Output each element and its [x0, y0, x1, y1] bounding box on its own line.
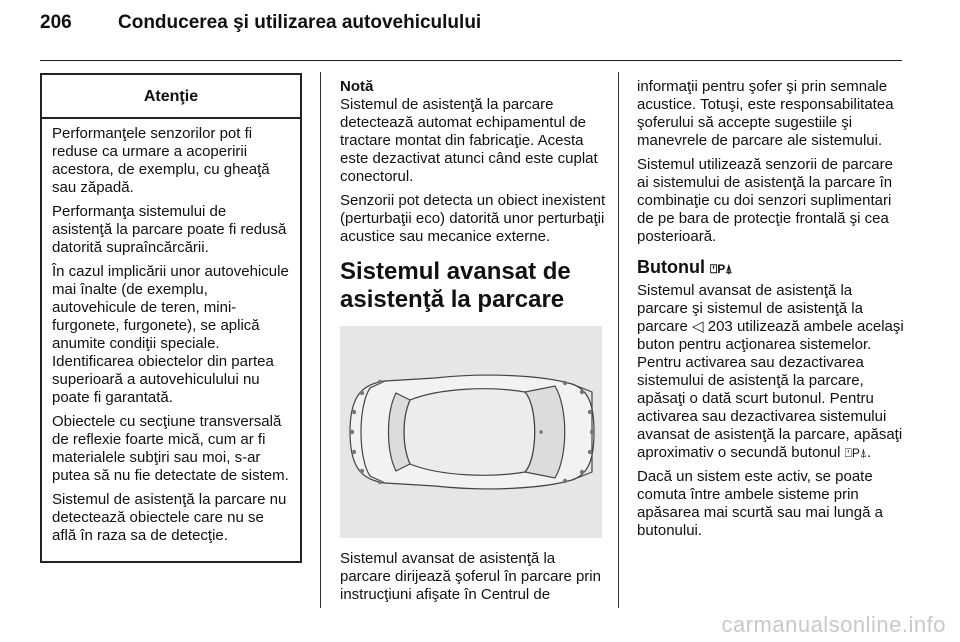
- right-column: [637, 78, 905, 546]
- chapter-title: Conducerea şi utilizarea autovehiculului: [118, 12, 482, 33]
- note-paragraph: Senzorii pot detecta un obiect inexistent (perturbaţii eco) datorită unor perturbaţii acustice sau mecanice externe.: [340, 192, 606, 245]
- warning-paragraph: Obiectele cu secţiune transversală de reflexie foarte mică, cum ar fi materialele subţiri sau moi, s-ar putea să nu fie detectate de sistem.: [52, 413, 289, 484]
- car-top-view-illustration: [340, 326, 602, 538]
- column-divider-1: [320, 72, 321, 608]
- button-text-end: .: [867, 444, 872, 461]
- warning-body: [42, 119, 300, 545]
- middle-column: [340, 78, 608, 610]
- car-sensor-figure: [340, 326, 602, 538]
- section-paragraph: Sistemul utilizează senzorii de parcare ai sistemului de asistenţă la parcare în combinaţie cu doi senzori suplimentari de pe bara de protecţie frontală şi cea posterioară.: [637, 156, 893, 245]
- page-number: 206: [40, 12, 72, 33]
- button-text-2: 203 utilizează ambele acelaşi buton pentru acţionarea sistemelor. Pentru activarea sau dezactivarea sistemului de asistenţă la parcare, apăsaţi o dată scurt butonul. Pentru activarea sau dezactivarea sistemului avansat de asistenţă la parcare, apăsaţi aproximativ o secundă butonul: [637, 318, 904, 461]
- parking-assist-button-icon: ⍞P⍋: [710, 262, 733, 276]
- watermark: carmanualsonline.info: [721, 612, 946, 637]
- warning-title: Atenţie: [42, 75, 300, 119]
- warning-paragraph: În cazul implicării unor autovehicule mai înalte (de exemplu, autovehicule de teren, mini-furgonete, furgonete), se aplică anumite condiţii speciale. Identificarea obiectelor din partea superioară a autovehiculului nu poate fi garantată.: [52, 263, 289, 406]
- column-divider-2: [618, 72, 619, 608]
- section-paragraph: Sistemul avansat de asistenţă la parcare dirijează şoferul în parcare prin instrucţiuni afişate în Centrul de: [340, 550, 601, 603]
- button-text-1: Sistemul avansat de asistenţă la parcare şi sistemul de asistenţă la parcare: [637, 282, 863, 335]
- parking-assist-button-icon: ⍞P⍋: [844, 446, 868, 460]
- button-heading-text: Butonul: [637, 257, 705, 277]
- warning-paragraph: Performanţa sistemului de asistenţă la parcare poate fi redusă datorită supraîncărcării.: [52, 203, 287, 256]
- button-heading: [637, 256, 905, 280]
- note-paragraph: Sistemul de asistenţă la parcare detectează automat echipamentul de tractare montat din fabricaţie. Acesta este dezactivat atunci când este cuplat conectorul.: [340, 96, 598, 185]
- warning-box: [40, 73, 302, 563]
- page-header: [40, 12, 481, 34]
- warning-paragraph: Sistemul de asistenţă la parcare nu detectează obiectele care nu se află în raza sa de detecţie.: [52, 491, 287, 544]
- button-paragraph: [637, 282, 905, 462]
- warning-paragraph: Performanţele senzorilor pot fi reduse ca urmare a acoperirii acestora, de exemplu, cu gheaţă sau zăpadă.: [52, 125, 270, 196]
- header-rule: [40, 60, 902, 61]
- section-paragraph-continued: informaţii pentru şofer şi prin semnale acustice. Totuşi, este responsabilitatea şoferului să accepte sugestiile şi manevrele de parcare ale sistemului.: [637, 78, 894, 149]
- section-heading: Sistemul avansat de asistenţă la parcare: [340, 258, 571, 313]
- page-reference-arrow-icon: ◁: [692, 318, 704, 335]
- note-title: Notă: [340, 78, 374, 95]
- button-paragraph: Dacă un sistem este activ, se poate comuta între ambele sisteme prin apăsarea mai scurtă sau mai lungă a butonului.: [637, 468, 883, 539]
